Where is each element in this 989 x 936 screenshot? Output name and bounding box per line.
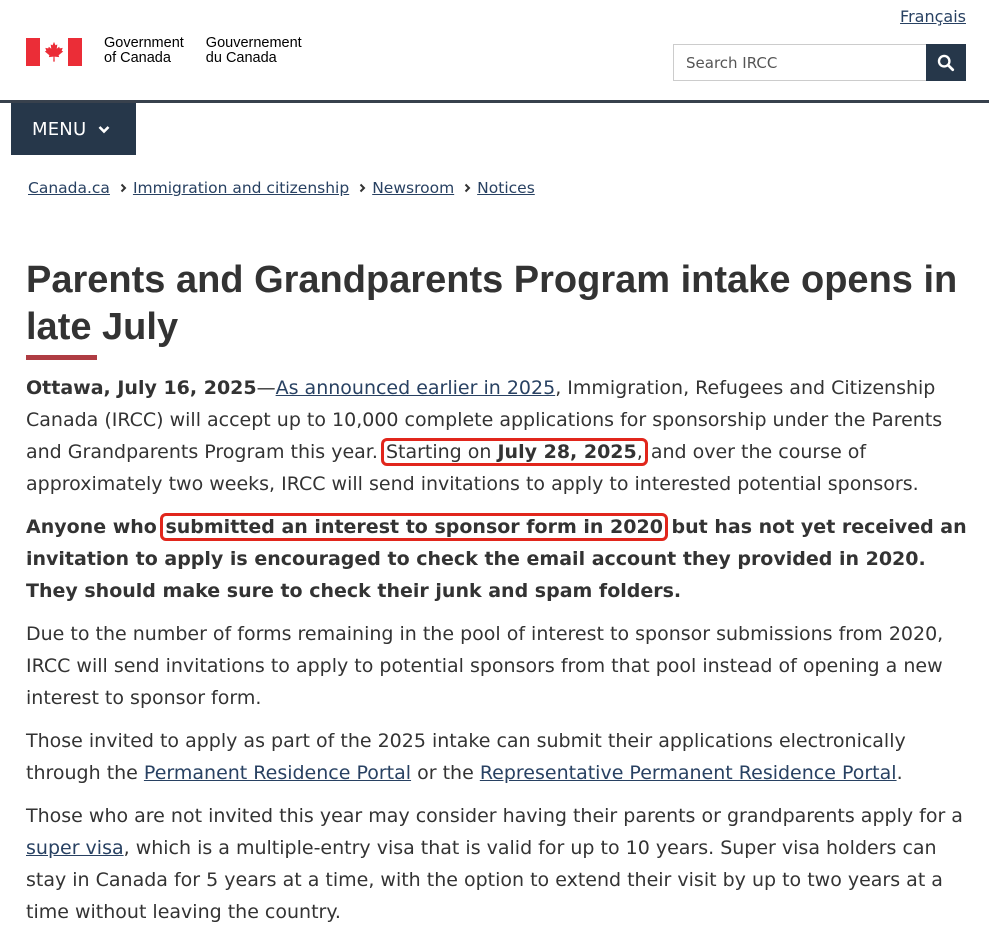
permanent-residence-portal-link[interactable]: Permanent Residence Portal (143, 762, 412, 784)
breadcrumb-link-newsroom[interactable]: Newsroom (372, 179, 455, 197)
highlight-2020-form: submitted an interest to sponsor form in 2020 (165, 516, 663, 538)
breadcrumb-link-canada[interactable]: Canada.ca (28, 179, 110, 197)
representative-portal-link[interactable]: Representative Permanent Residence Portal (479, 762, 897, 784)
article-body (26, 372, 976, 936)
search-icon (937, 54, 955, 72)
brand-en-line2: of Canada (104, 50, 171, 66)
brand-fr-line2: du Canada (205, 50, 277, 66)
super-visa-link[interactable]: super visa (26, 837, 124, 859)
header-divider (0, 100, 989, 103)
paragraph-intro (26, 372, 976, 500)
brand-fr-line1: Gouvernement (205, 35, 302, 51)
paragraph-super-visa: Those who are not invited this year may consider having their parents or grandparents apply for a super visa, which is a multiple-entry visa that is valid for up to 10 years. Super visa holders can stay in Canada for 5 years at a time, with the option to extend their visit by up to two years at a time without leaving the country. (26, 805, 963, 923)
paragraph-portals: Those invited to apply as part of the 2025 intake can submit their applications electronically through the Permanent Residence Portal or the Representative Permanent Residence Portal. (26, 730, 906, 784)
breadcrumb-link-notices[interactable]: Notices (477, 179, 535, 197)
brand-wordmark (104, 36, 324, 66)
chevron-down-icon (98, 125, 110, 134)
intro-text-continued: and over the course of approximately two weeks, IRCC will send invitations to apply to interested potential sponsors. (26, 441, 919, 495)
dateline-dash: — (256, 377, 276, 399)
menu-button[interactable] (11, 103, 136, 155)
canada-flag-icon (26, 38, 82, 66)
search-button[interactable] (926, 44, 966, 81)
government-of-canada-signature[interactable] (26, 36, 324, 66)
dateline: Ottawa, July 16, 2025 (26, 377, 257, 399)
language-toggle-link[interactable]: Français (900, 7, 966, 26)
menu-label: MENU (32, 118, 87, 140)
start-date: July 28, 2025 (497, 441, 637, 463)
chevron-right-icon (464, 183, 471, 193)
paragraph-pool: Due to the number of forms remaining in the pool of interest to sponsor submissions from 2020, IRCC will send invitations to apply to potential sponsors from that pool instead of opening a new interest to sponsor form. (26, 623, 944, 709)
chevron-right-icon (120, 183, 127, 193)
search-input[interactable] (673, 44, 926, 81)
page-title: Parents and Grandparents Program intake opens in late July (26, 259, 958, 348)
breadcrumb-link-immigration[interactable]: Immigration and citizenship (132, 179, 350, 197)
highlight-start-date: Starting on July 28, 2025, (385, 441, 643, 463)
brand-en-line1: Government (104, 35, 184, 51)
paragraph-2020-submitters: Anyone who submitted an interest to sponsor form in 2020 but has not yet received an invitation to apply is encouraged to check the email account they provided in 2020. They should make sure to check their junk and spam folders. (26, 516, 967, 602)
announced-earlier-link[interactable]: As announced earlier in 2025 (275, 377, 556, 399)
breadcrumb (28, 179, 535, 197)
search-form (673, 44, 966, 81)
chevron-right-icon (359, 183, 366, 193)
title-accent-bar (26, 355, 97, 360)
intro-text: , Immigration, Refugees and Citizenship Canada (IRCC) will accept up to 10,000 complete applications for sponsorship under the Parents and Grandparents Program this year. (26, 377, 943, 463)
